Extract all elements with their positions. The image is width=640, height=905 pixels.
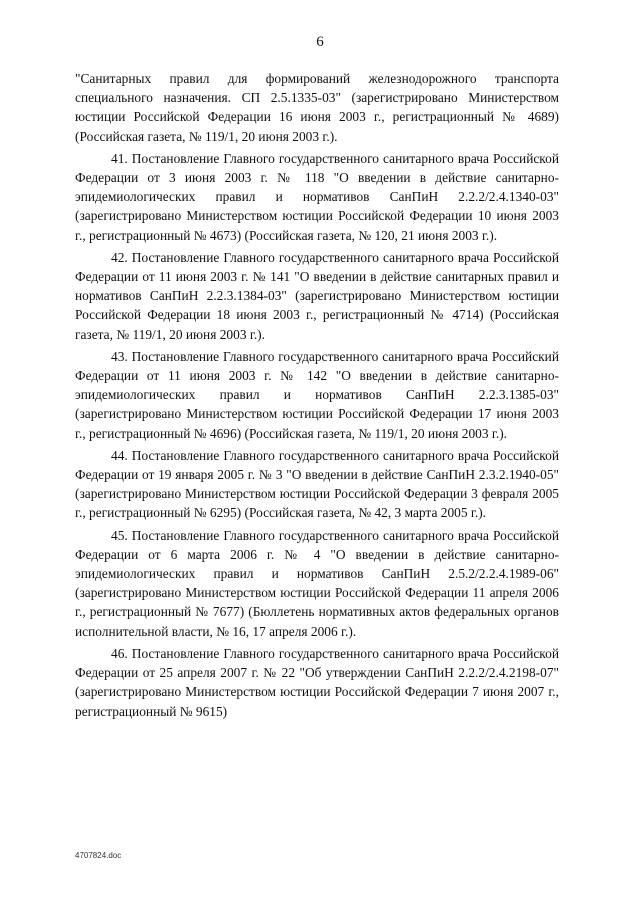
paragraph-item-45: 45. Постановление Главного государственного санитарного врача Российской Федерации от 6 марта 2006 г. № 4 "О введении в действие санитарно-эпидемиологических правил и нормативов СанПиН 2.5.2/2.2.4.1989-06" (зарегистрировано Министерством юстиции Российской Федерации 11 апреля 2006 г., регистрационный № 7677) (Бюллетень нормативных актов федеральных органов исполнительной власти, № 16, 17 апреля 2006 г.). (75, 527, 559, 639)
paragraph-item-46: 46. Постановление Главного государственного санитарного врача Российской Федерации от 25 апреля 2007 г. № 22 "Об утверждении СанПиН 2.2.2/2.4.2198-07" (зарегистрировано Министерством юстиции Российской Федерации 7 июня 2007 г., регистрационный № 9615) (75, 645, 559, 719)
paragraph-continuation: "Санитарных правил для формирований железнодорожного транспорта специального назначения. СП 2.5.1335-03" (зарегистрировано Министерством юстиции Российской Федерации 16 июня 2003 г., регистрационный № 4689) (Российская газета, № 119/1, 20 июня 2003 г.). (75, 71, 559, 144)
document-body (75, 69, 559, 724)
footer-filename: 4707824.doc (75, 851, 122, 860)
paragraph-item-42: 42. Постановление Главного государственного санитарного врача Российской Федерации от 11 июня 2003 г. № 141 "О введении в действие санитарных правил и нормативов СанПиН 2.2.3.1384-03" (зарегистрировано Министерством юстиции Российской Федерации 18 июня 2003 г., регистрационный № 4714) (Российская газета, № 119/1, 20 июня 2003 г.). (75, 249, 559, 342)
page-number: 6 (316, 34, 324, 50)
paragraph-item-41: 41. Постановление Главного государственного санитарного врача Российской Федерации от 3 июня 2003 г. № 118 "О введении в действие санитарно-эпидемиологических правил и нормативов СанПиН 2.2.2/2.4.1340-03" (зарегистрировано Министерством юстиции Российской Федерации 10 июня 2003 г., регистрационный № 4673) (Российская газета, № 120, 21 июня 2003 г.). (75, 150, 559, 243)
paragraph-item-44: 44. Постановление Главного государственного санитарного врача Российской Федерации от 19 января 2005 г. № 3 "О введении в действие СанПиН 2.3.2.1940-05" (зарегистрировано Министерством юстиции Российской Федерации 3 февраля 2005 г., регистрационный № 6295) (Российская газета, № 42, 3 марта 2005 г.). (75, 447, 559, 521)
paragraph-item-43: 43. Постановление Главного государственного санитарного врача Российский Федерации от 11 июня 2003 г. № 142 "О введении в действие санитарно-эпидемиологических правил и нормативов СанПиН 2.2.3.1385-03" (зарегистрировано Министерством юстиции Российской Федерации 17 июня 2003 г., регистрационный № 4696) (Российская газета, № 119/1, 20 июня 2003 г.). (75, 348, 559, 441)
